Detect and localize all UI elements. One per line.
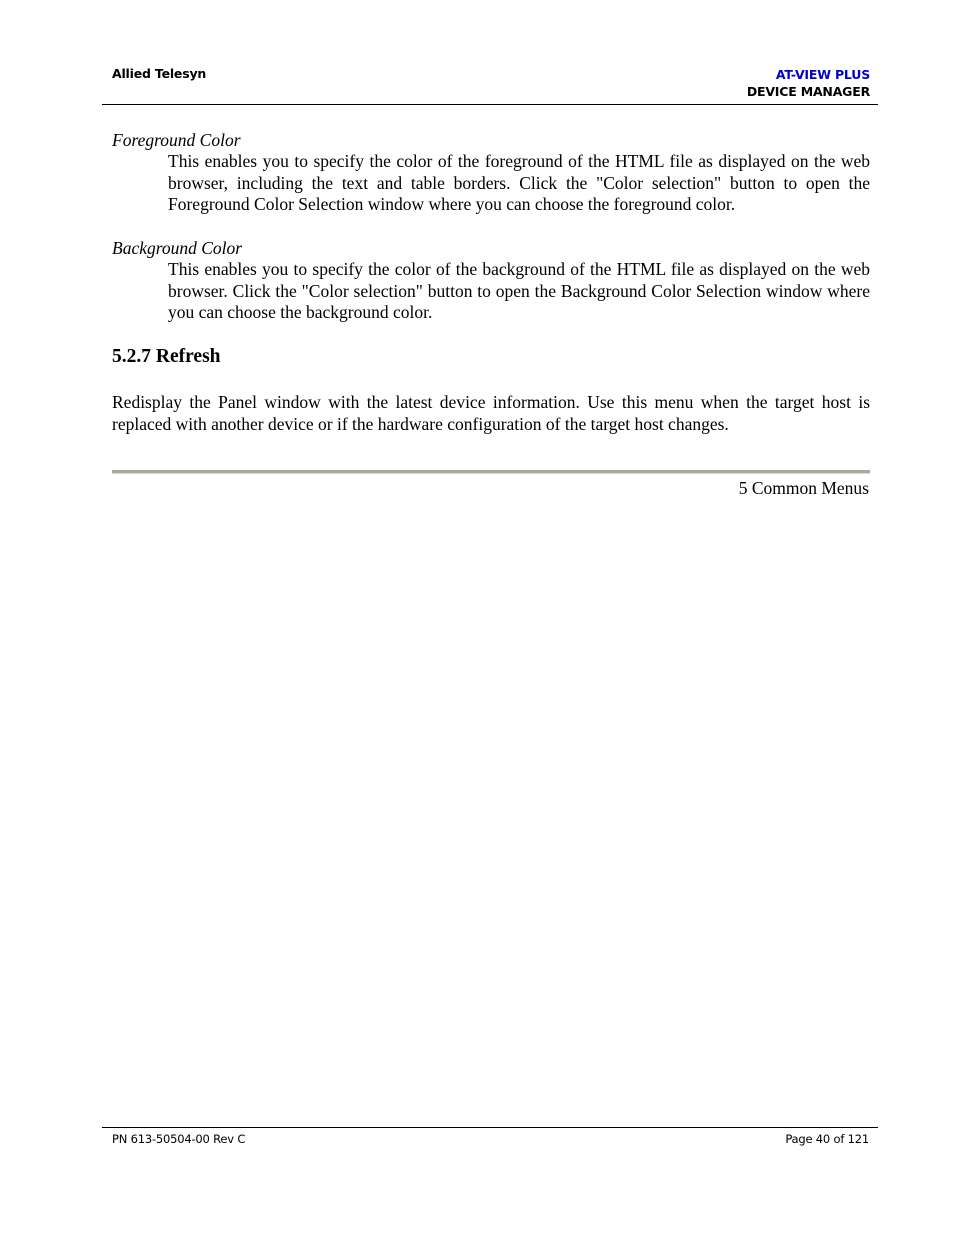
definition-text-background-color: This enables you to specify the color of the background of the HTML file as displayed on the web browser. Click the "Color selection" button to open the Background Color Selection window where you can choose the background color. [168, 259, 870, 322]
definition-term-background-color: Background Color [112, 238, 243, 258]
definition-text-foreground-color: This enables you to specify the color of the foreground of the HTML file as displayed on the web browser, including the text and table borders. Click the "Color selection" button to open the Foreground Color Selection window where you can choose the foreground color. [168, 151, 870, 214]
chapter-label: 5 Common Menus [738, 478, 869, 498]
manual-section-name: DEVICE MANAGER [746, 84, 870, 99]
header-divider [102, 104, 878, 105]
company-name: Allied Telesyn [112, 66, 207, 81]
page-number: Page 40 of 121 [785, 1132, 869, 1146]
product-name: AT-VIEW PLUS [775, 67, 870, 82]
header-title-block [747, 66, 870, 100]
footer-divider [102, 1127, 878, 1128]
section-heading: 5.2.7 Refresh [112, 346, 221, 367]
definition-term-foreground-color: Foreground Color [112, 130, 241, 150]
chapter-divider [112, 470, 870, 474]
section-body-paragraph: Redisplay the Panel window with the latest device information. Use this menu when the target host is replaced with another device or if the hardware configuration of the target host changes. [112, 392, 870, 434]
part-number: PN 613-50504-00 Rev C [112, 1132, 246, 1146]
